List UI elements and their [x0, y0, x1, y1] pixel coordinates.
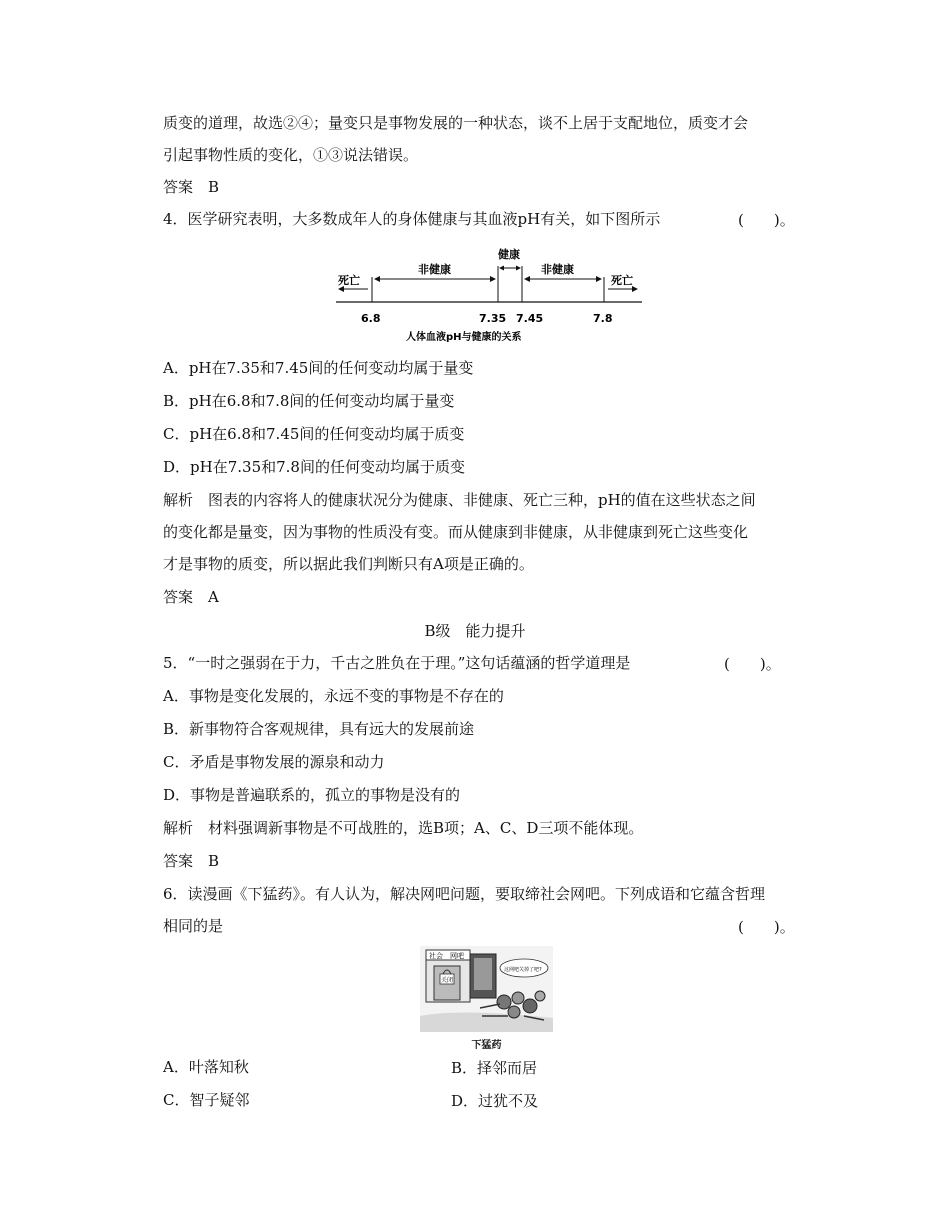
- ph-health-figure: [330, 242, 650, 346]
- sign-right: 网吧: [450, 952, 464, 960]
- option-a: A．叶落知秋: [163, 1058, 249, 1076]
- option-a: A．pH在7.35和7.45间的任何变动均属于量变: [163, 359, 474, 377]
- label-unhealthy-right: 非健康: [541, 263, 574, 276]
- option-d: D．事物是普遍联系的，孤立的事物是没有的: [163, 786, 461, 804]
- option-c: C．智子疑邻: [163, 1091, 250, 1109]
- analysis-line: 解析 图表的内容将人的健康状况分为健康、非健康、死亡三种，pH的值在这些状态之间: [163, 491, 756, 509]
- answer-bracket: ( )。: [724, 655, 781, 673]
- label-healthy: 健康: [498, 248, 520, 261]
- option-b: B．择邻而居: [451, 1059, 538, 1077]
- answer-bracket: ( )。: [738, 211, 795, 229]
- label-dead-left: 死亡: [338, 274, 360, 287]
- option-b: B．新事物符合客观规律，具有远大的发展前途: [163, 720, 475, 738]
- speech-bubble: 这网吧关掉了吧?: [504, 967, 542, 973]
- tick-label: 6.8: [361, 312, 381, 325]
- figure-caption: 人体血液pH与健康的关系: [406, 332, 522, 343]
- lock-text: 关闭: [441, 977, 454, 984]
- option-d: D．pH在7.35和7.8间的任何变动均属于质变: [163, 458, 465, 476]
- answer-line: 答案 A: [163, 588, 219, 606]
- option-c: C．pH在6.8和7.45间的任何变动均属于质变: [163, 425, 465, 443]
- tick-label: 7.8: [593, 312, 613, 325]
- sign-left: 社会: [429, 952, 443, 960]
- option-a: A．事物是变化发展的，永远不变的事物是不存在的: [163, 687, 504, 705]
- option-d: D．过犹不及: [451, 1092, 539, 1110]
- section-title: B级 能力提升: [424, 622, 526, 640]
- question-6-stem: 6．读漫画《下猛药》。有人认为，解决网吧问题，要取缔社会网吧。下列成语和它蕴含哲理: [163, 885, 766, 903]
- question-5-stem: 5．“一时之强弱在于力，千古之胜负在于理。”这句话蕴涵的哲学道理是: [163, 654, 631, 672]
- tick-label: 7.45: [516, 312, 544, 325]
- label-unhealthy-left: 非健康: [418, 263, 451, 276]
- tick-label: 7.35: [479, 312, 507, 325]
- analysis-line: 解析 材料强调新事物是不可战胜的，选B项；A、C、D三项不能体现。: [163, 819, 644, 837]
- answer-line: 答案 B: [163, 852, 220, 870]
- question-4-stem: 4．医学研究表明，大多数成年人的身体健康与其血液pH有关，如下图所示: [163, 210, 661, 228]
- option-c: C．矛盾是事物发展的源泉和动力: [163, 753, 385, 771]
- paragraph-line: 引起事物性质的变化，①③说法错误。: [163, 146, 419, 164]
- paragraph-line: 质变的道理，故选②④；量变只是事物发展的一种状态，谈不上居于支配地位，质变才会: [163, 114, 749, 132]
- cartoon-caption: 下猛药: [471, 1040, 502, 1051]
- analysis-line: 才是事物的质变，所以据此我们判断只有A项是正确的。: [163, 555, 534, 573]
- question-6-stem: 相同的是: [163, 917, 224, 935]
- answer-bracket: ( )。: [738, 918, 795, 936]
- answer-line: 答案 B: [163, 178, 220, 196]
- analysis-line: 的变化都是量变，因为事物的性质没有变。而从健康到非健康，从非健康到死亡这些变化: [163, 523, 749, 541]
- cartoon-image: [420, 946, 553, 1032]
- label-dead-right: 死亡: [611, 274, 633, 287]
- option-b: B．pH在6.8和7.8间的任何变动均属于量变: [163, 392, 455, 410]
